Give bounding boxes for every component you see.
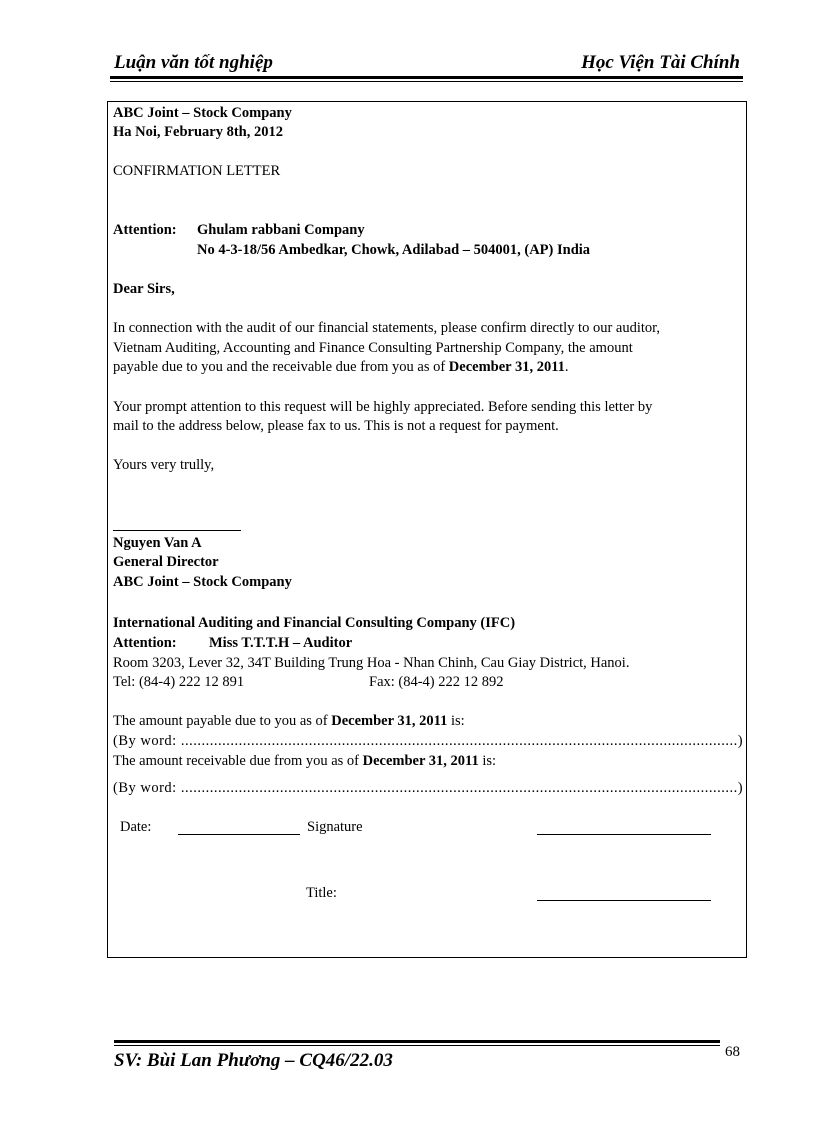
- header-left-title: Luận văn tốt nghiệp: [114, 52, 273, 73]
- attention-label: Attention:: [113, 222, 177, 238]
- para1-line1: In connection with the audit of our financial statements, please confirm directly to our auditor,: [113, 320, 661, 336]
- auditor-name: International Auditing and Financial Consulting Company (IFC): [113, 615, 516, 631]
- para2-line2: mail to the address below, please fax to us. This is not a request for payment.: [113, 418, 559, 434]
- receivable-byword-field[interactable]: (By word: .......................................................................................................................................): [113, 780, 744, 796]
- receivable-line: The amount receivable due from you as of December 31, 2011 is:: [113, 753, 497, 769]
- para2-line1: Your prompt attention to this request will be highly appreciated. Before sending this letter by: [113, 399, 653, 415]
- auditor-tel: Tel: (84-4) 222 12 891: [113, 674, 245, 690]
- payable-line: The amount payable due to you as of December 31, 2011 is:: [113, 713, 465, 729]
- signer-signature-line: [113, 530, 241, 531]
- para1-line2: Vietnam Auditing, Accounting and Finance Consulting Partnership Company, the amount: [113, 340, 633, 356]
- date-field-line[interactable]: [178, 834, 300, 835]
- salutation: Dear Sirs,: [113, 281, 175, 297]
- title-field-line[interactable]: [537, 900, 711, 901]
- para1-line3: payable due to you and the receivable due from you as of December 31, 2011.: [113, 359, 569, 375]
- auditor-address: Room 3203, Lever 32, 34T Building Trung Hoa - Nhan Chinh, Cau Giay District, Hanoi.: [113, 655, 630, 671]
- signer-company: ABC Joint – Stock Company: [113, 574, 292, 590]
- title-label: Title:: [306, 885, 337, 901]
- reply-attention-label: Attention:: [113, 635, 177, 651]
- payable-byword-field[interactable]: (By word: .......................................................................................................................................): [113, 733, 744, 749]
- header-rule-thick: [110, 76, 743, 79]
- signer-name: Nguyen Van A: [113, 535, 202, 551]
- auditor-fax: Fax: (84-4) 222 12 892: [369, 674, 504, 690]
- signature-label: Signature: [307, 819, 363, 835]
- footer-rule-thick: [114, 1040, 720, 1043]
- date-label: Date:: [120, 819, 152, 835]
- attention-name: Ghulam rabbani Company: [197, 222, 365, 238]
- signature-field-line[interactable]: [537, 834, 711, 835]
- footer-student: SV: Bùi Lan Phương – CQ46/22.03: [114, 1050, 393, 1071]
- signer-title: General Director: [113, 554, 219, 570]
- attention-address: No 4-3-18/56 Ambedkar, Chowk, Adilabad – 504001, (AP) India: [197, 242, 591, 258]
- header-rule-thin: [110, 81, 743, 82]
- place-date: Ha Noi, February 8th, 2012: [113, 124, 283, 140]
- header-right-title: Học Viện Tài Chính: [581, 52, 740, 73]
- page-number: 68: [725, 1044, 740, 1060]
- closing: Yours very trully,: [113, 457, 215, 473]
- sender-company: ABC Joint – Stock Company: [113, 105, 292, 121]
- footer-rule-thin: [114, 1045, 720, 1046]
- reply-attention-person: Miss T.T.T.H – Auditor: [209, 635, 353, 651]
- letter-heading: CONFIRMATION LETTER: [113, 163, 281, 179]
